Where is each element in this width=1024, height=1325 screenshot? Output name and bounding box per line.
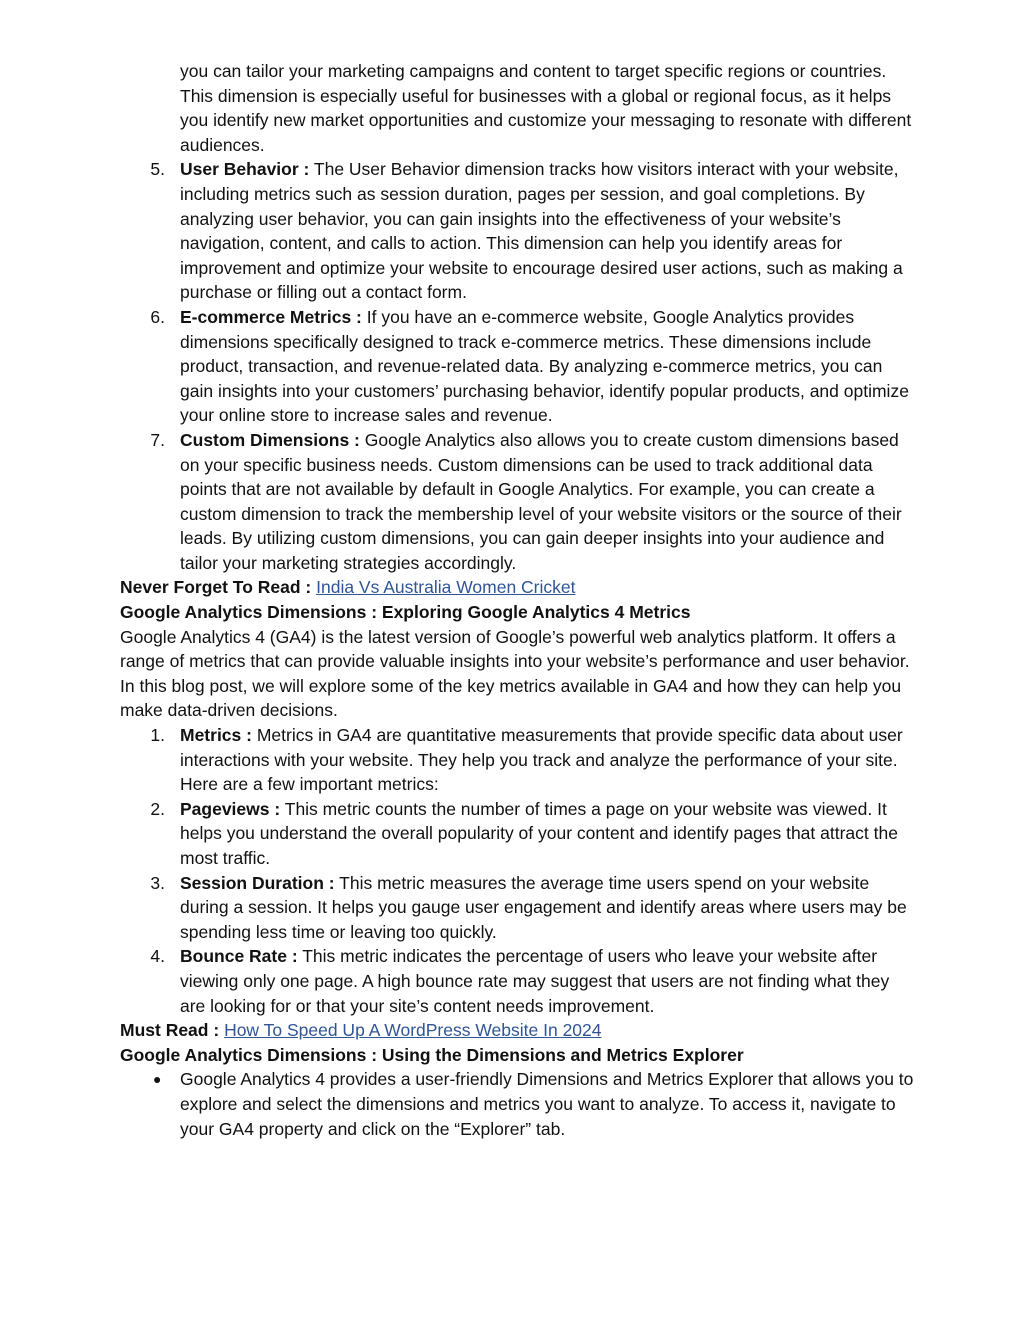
section-heading: Google Analytics Dimensions : Using the Dimensions and Metrics Explorer [120,1044,744,1065]
list-item [120,797,914,871]
read-more-link[interactable]: How To Speed Up A WordPress Website In 2024 [224,1020,602,1041]
list-item-text: This metric indicates the percentage of users who leave your website after viewing only one page. A high bounce rate may suggest that users are not finding what they are looking for or that your site’s content needs improvement. [180,946,890,1016]
read-more-label: Must Read : [120,1020,220,1041]
bullet-icon: ● [153,1071,162,1088]
intro-continuation: you can tailor your marketing campaigns and content to target specific regions or countries. This dimension is especially useful for businesses with a global or regional focus, as it helps you identify new market opportunities and customize your messaging to resonate with different audiences. [180,61,912,155]
list-item-text: If you have an e-commerce website, Google Analytics provides dimensions specifically designed to track e-commerce metrics. These dimensions include product, transaction, and revenue-related data. By analyzing e-commerce metrics, you can gain insights into your customers’ purchasing behavior, identify popular products, and optimize your online store to increase sales and revenue. [180,306,909,426]
dimensions-list [120,157,914,575]
list-item-title: User Behavior : [180,159,310,180]
list-item [120,305,914,428]
list-item-text: This metric counts the number of times a page on your website was viewed. It helps you understand the overall popularity of your content and identify pages that attract the most traffic. [180,798,898,868]
list-item-title: Pageviews : [180,798,281,819]
section-heading: Google Analytics Dimensions : Exploring Google Analytics 4 Metrics [120,602,691,623]
read-more-link[interactable]: India Vs Australia Women Cricket [316,577,576,598]
bullet-text: Google Analytics 4 provides a user-friendly Dimensions and Metrics Explorer that allows you to explore and select the dimensions and metrics you want to analyze. To access it, navigate to your GA4 property and click on the “Explorer” tab. [180,1069,914,1139]
list-item-text: Google Analytics also allows you to create custom dimensions based on your specific business needs. Custom dimensions can be used to track additional data points that are not available by default in Google Analytics. For example, you can create a custom dimension to track the membership level of your website visitors or the source of their leads. By utilizing custom dimensions, you can gain deeper insights into your audience and tailor your marketing strategies accordingly. [180,429,902,573]
list-number: 3. [150,872,165,893]
list-number: 5. [150,159,165,180]
list-item [120,944,914,1018]
list-item [120,428,914,576]
list-item-title: Session Duration : [180,872,335,893]
list-item-text: Metrics in GA4 are quantitative measurements that provide specific data about user interactions with your website. They help you track and analyze the performance of your site. Here are a few important metrics: [180,725,903,795]
list-item-text: This metric measures the average time users spend on your website during a session. It helps you gauge user engagement and identify areas where users may be spending less time or leaving too quickly. [180,872,907,942]
list-number: 6. [150,306,165,327]
list-item [120,871,914,945]
list-item [120,157,914,305]
list-number: 4. [150,946,165,967]
list-item-title: Bounce Rate : [180,946,298,967]
list-item-title: E-commerce Metrics : [180,306,362,327]
read-more-label: Never Forget To Read : [120,577,312,598]
list-number: 2. [150,798,165,819]
list-number: 1. [150,725,165,746]
list-item-text: The User Behavior dimension tracks how visitors interact with your website, including metrics such as session duration, pages per session, and goal completions. By analyzing user behavior, you can gain insights into the effectiveness of your website’s navigation, content, and calls to action. This dimension can help you identify areas for improvement and optimize your website to encourage desired user actions, such as making a purchase or filling out a contact form. [180,159,903,303]
metrics-list [120,723,914,1018]
read-more-line [120,1018,914,1043]
bullet-item [120,1067,914,1141]
list-item [120,723,914,797]
read-more-line [120,575,914,600]
section-paragraph: Google Analytics 4 (GA4) is the latest version of Google’s powerful web analytics platform. It offers a range of metrics that can provide valuable insights into your website’s performance and user behavior. In this blog post, we will explore some of the key metrics available in GA4 and how they can help you make data-driven decisions. [120,626,910,721]
list-item-title: Metrics : [180,725,252,746]
list-number: 7. [150,429,165,450]
list-item-title: Custom Dimensions : [180,429,360,450]
